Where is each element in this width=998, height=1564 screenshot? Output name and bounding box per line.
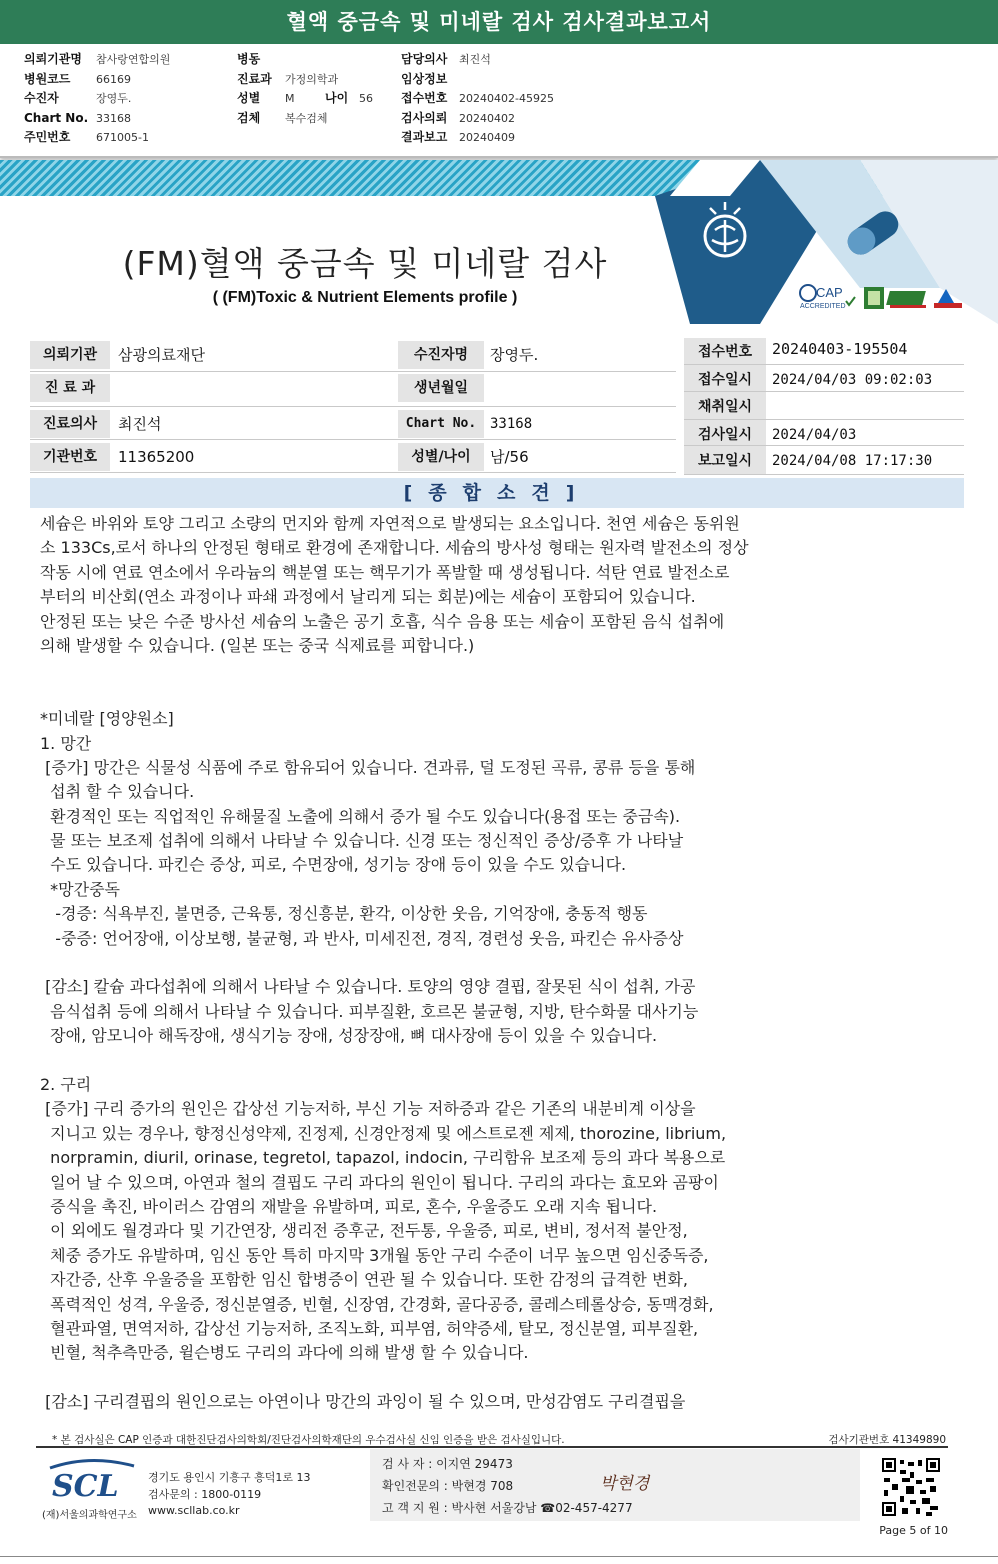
value-birth-date — [486, 374, 680, 402]
label-institution: 의뢰기관 — [30, 341, 110, 369]
svg-text:ACCREDITED: ACCREDITED — [800, 303, 846, 310]
cap-accredited-logo — [798, 283, 860, 315]
bottom-rule — [0, 1556, 998, 1557]
summary-line: 일어 날 수 있으며, 아연과 철의 결핍도 구리 과다의 원인이 됩니다. 구리의 과다는 효모와 곰팡이 — [40, 1172, 719, 1192]
summary-line: 소 133Cs,로서 하나의 안정된 형태로 환경에 존재합니다. 세슘의 방사성 형태는 원자력 발전소의 정상 — [40, 538, 749, 558]
grid-divider — [684, 391, 964, 392]
summary-line: [증가] 구리 증가의 원인은 갑상선 기능저하, 부신 기능 저하증과 같은 기존의 내분비계 이상을 — [40, 1099, 696, 1119]
grid-divider — [30, 371, 676, 372]
summary-line: 안정된 또는 낮은 수준 방사선 세슘의 노출은 공기 호흡, 식수 음용 또는 세슘이 포함된 음식 섭취에 — [40, 611, 725, 631]
value-chart-no: 33168 — [490, 416, 533, 432]
summary-line: 증식을 촉진, 바이러스 감염의 재발을 유발하며, 피로, 혼수, 우울증도 오래 지속 됩니다. — [40, 1196, 658, 1216]
meta-row-sex-age: 성별 M 나이 56 — [237, 91, 373, 105]
report-subtitle: ( (FM)Toxic & Nutrient Elements profile ) — [212, 289, 518, 306]
customer-support: 고 객 지 원 : 박사현 서울강남 ☎02-457-4277 — [382, 1501, 633, 1515]
meta-row-department: 진료과 가정의학과 — [237, 71, 339, 86]
summary-line — [40, 1049, 940, 1073]
summary-line: 부터의 비산회(연소 과정이나 파쇄 과정에서 날리게 되는 회분)에는 세슘이 포함되어 있습니다. — [40, 587, 696, 607]
grid-divider — [684, 364, 964, 365]
meta-row-report-date: 결과보고 20240409 — [401, 130, 515, 144]
summary-line — [40, 951, 940, 975]
value-collection-time — [768, 393, 968, 421]
summary-line: 세슘은 바위와 토양 그리고 소량의 먼지와 함께 자연적으로 발생되는 요소입니다. 천연 세슘은 동위원 — [40, 514, 740, 533]
summary-line: 자간증, 산후 우울증을 포함한 임신 합병증이 연관 될 수 있습니다. 또한 감정의 급격한 변화, — [40, 1270, 688, 1290]
grid-divider — [684, 419, 964, 420]
label-doctor: 진료의사 — [30, 410, 110, 438]
summary-line — [40, 1366, 940, 1390]
summary-line: 환경적인 또는 직업적인 유해물질 노출에 의해서 증가 될 수도 있습니다(용접 또는 중금속). — [40, 806, 681, 826]
footer-divider — [36, 1446, 948, 1448]
summary-line: -중증: 언어장애, 이상보행, 불균형, 과 반사, 미세진전, 경직, 경련성 웃음, 파킨슨 유사증상 — [40, 928, 684, 948]
label-patient-name: 수진자명 — [398, 341, 484, 369]
amab-logo-icon — [934, 289, 962, 308]
value-report-time: 2024/04/08 17:17:30 — [772, 453, 933, 469]
summary-line: 음식섭취 등에 의해서 나타날 수 있습니다. 피부질환, 호르몬 불균형, 지방, 탄수화물 대사기능 — [40, 1001, 699, 1021]
summary-line: *미네랄 [영양원소] — [40, 709, 174, 729]
grid-divider — [30, 406, 676, 407]
value-department — [114, 374, 398, 402]
value-sex-age: 남/56 — [490, 448, 529, 466]
page-number: Page 5 of 10 — [879, 1524, 948, 1537]
summary-line: 빈혈, 척추측만증, 윌슨병도 구리의 과다에 의해 발생 할 수 있습니다. — [40, 1343, 529, 1363]
summary-line: 이 외에도 월경과다 및 기간연장, 생리전 증후군, 전두통, 우울증, 피로, 변비, 정서적 불안정, — [40, 1221, 688, 1241]
meta-column-1 — [24, 50, 170, 148]
label-chart-no: Chart No. — [398, 410, 484, 438]
summary-line: 지니고 있는 경우나, 향정신성약제, 진정제, 신경안정제 및 에스트로젠 제제, thorozine, librium, — [40, 1123, 727, 1143]
svg-text:CAP: CAP — [816, 285, 843, 300]
specialist-signature: 박현경 — [600, 1474, 650, 1494]
lab-website[interactable]: www.scllab.co.kr — [148, 1504, 240, 1517]
value-patient-name: 장영두. — [490, 346, 539, 364]
meta-column-2 — [237, 50, 373, 128]
summary-body — [40, 512, 940, 1414]
label-receipt-no: 접수번호 — [684, 338, 766, 366]
era-logo-icon — [886, 291, 926, 308]
meta-row-chart-no: Chart No. 33168 — [24, 110, 131, 125]
label-birth-date: 생년월일 — [398, 374, 484, 402]
summary-line: 수도 있습니다. 파킨슨 증상, 피로, 수면장애, 성기능 장애 등이 있을 수도 있습니다. — [40, 855, 627, 875]
meta-column-3 — [401, 50, 554, 148]
label-sex-age: 성별/나이 — [398, 443, 484, 471]
lab-contact — [148, 1470, 311, 1520]
summary-line: [감소] 구리결핍의 원인으로는 아연이나 망간의 과잉이 될 수 있으며, 만성감염도 구리결핍을 — [40, 1392, 686, 1412]
label-test-date: 검사일시 — [684, 421, 766, 449]
cap-logo-icon — [798, 283, 860, 311]
value-institution: 삼광의료재단 — [118, 346, 205, 364]
value-institution-no: 11365200 — [118, 448, 195, 466]
meta-row-ward: 병동 — [237, 52, 261, 66]
value-receipt-time: 2024/04/03 09:02:03 — [772, 372, 933, 388]
summary-line — [40, 683, 940, 707]
meta-row-patient: 수진자 장영두. — [24, 91, 132, 105]
meta-row-receipt-no: 접수번호 20240402-45925 — [401, 91, 554, 105]
label-department: 진 료 과 — [30, 374, 110, 402]
summary-line: 체중 증가도 유발하며, 임신 동안 특히 마지막 3개월 동안 구리 수준이 너무 높으면 임신중독증, — [40, 1245, 709, 1265]
report-title: (FM)혈액 중금속 및 미네랄 검사 — [122, 244, 608, 283]
meta-row-doctor: 담당의사 최진석 — [401, 52, 491, 66]
summary-line: 2. 구리 — [40, 1074, 92, 1094]
lm-logo-icon — [864, 287, 884, 309]
summary-line: 섭취 할 수 있습니다. — [40, 782, 195, 802]
lab-org-name: (재)서울의과학연구소 — [42, 1510, 137, 1521]
scl-logo — [48, 1458, 136, 1502]
summary-heading: [종합소견] — [30, 478, 964, 508]
summary-line: [증가] 망간은 식물성 식품에 주로 함유되어 있습니다. 견과류, 덜 도정된 곡류, 콩류 등을 통해 — [40, 757, 696, 777]
summary-line: 폭력적인 성격, 우울증, 정신분열증, 빈혈, 신장염, 간경화, 골다공증, 콜레스테롤상승, 동맥경화, — [40, 1294, 714, 1314]
value-test-date: 2024/04/03 — [772, 427, 857, 443]
confirming-specialist: 확인전문의 : 박현경 708 — [382, 1479, 514, 1493]
grid-divider — [30, 472, 676, 473]
svg-text:SCL: SCL — [52, 1469, 119, 1502]
summary-line: 물 또는 보조제 섭취에 의해서 나타날 수 있습니다. 신경 또는 정신적인 증상/증후 가 나타날 — [40, 831, 684, 851]
summary-line: 혈관파열, 면역저하, 갑상선 기능저하, 조직노화, 피부염, 허약증세, 탈모, 정신분열, 피부질환, — [40, 1318, 699, 1338]
report-header-title: 혈액 중금속 및 미네랄 검사 검사결과보고서 — [0, 0, 998, 44]
accreditation-note: * 본 검사실은 CAP 인증과 대한진단검사의학회/진단검사의학재단의 우수검사실 신임 인증을 받은 검사실입니다. — [52, 1434, 565, 1446]
accreditation-logos — [864, 283, 964, 311]
summary-line: 작동 시에 연료 연소에서 우라늄의 핵분열 또는 핵무기가 폭발할 때 생성됩니다. 석탄 연료 발전소로 — [40, 562, 730, 582]
request-meta-panel — [0, 44, 998, 158]
lab-phone: 검사문의 : 1800-0119 — [148, 1487, 262, 1501]
label-collection-time: 채취일시 — [684, 393, 766, 421]
examiner: 검 사 자 : 이지연 29473 — [382, 1457, 513, 1471]
lab-code: 검사기관번호 41349890 — [828, 1434, 946, 1446]
summary-line: -경증: 식욕부진, 불면증, 근육통, 정신흥분, 환각, 이상한 웃음, 기억장애, 충동적 행동 — [40, 904, 648, 924]
summary-line: [감소] 칼슘 과다섭취에 의해서 나타날 수 있습니다. 토양의 영양 결핍, 잘못된 식이 섭취, 가공 — [40, 977, 696, 997]
meta-row-hospital-code: 병원코드 66169 — [24, 71, 131, 86]
label-report-time: 보고일시 — [684, 447, 766, 475]
grid-divider — [684, 474, 964, 475]
qr-code-icon[interactable] — [882, 1458, 940, 1516]
signature-box — [370, 1449, 860, 1521]
grid-divider — [30, 439, 676, 440]
grid-divider — [684, 445, 964, 446]
summary-line: 1. 망간 — [40, 733, 92, 753]
summary-line: norpramin, diuril, orinase, tegretol, tapazol, indocin, 구리함유 보조제 등의 과다 복용으로 — [40, 1148, 726, 1168]
meta-row-request-date: 검사의뢰 20240402 — [401, 110, 515, 125]
lab-address: 경기도 용인시 기흥구 흥덕1로 13 — [148, 1471, 311, 1484]
meta-row-clinical-info: 임상정보 — [401, 71, 448, 86]
meta-row-institution: 의뢰기관명 참사랑연합의원 — [24, 52, 171, 66]
summary-line: 의해 발생할 수 있습니다. (일본 또는 중국 식제료를 피합니다.) — [40, 635, 475, 655]
summary-line: *망간중독 — [40, 879, 120, 899]
value-receipt-no: 20240403-195504 — [772, 340, 908, 358]
summary-line: 장애, 암모니아 해독장애, 생식기능 장애, 성장장애, 뼈 대사장애 등이 있을 수 있습니다. — [40, 1026, 658, 1046]
label-receipt-time: 접수일시 — [684, 366, 766, 394]
meta-row-resident-no: 주민번호 671005-1 — [24, 130, 149, 144]
meta-row-specimen: 검체 복수검체 — [237, 110, 328, 125]
label-institution-no: 기관번호 — [30, 443, 110, 471]
value-doctor: 최진석 — [118, 415, 162, 433]
summary-line — [40, 658, 940, 682]
